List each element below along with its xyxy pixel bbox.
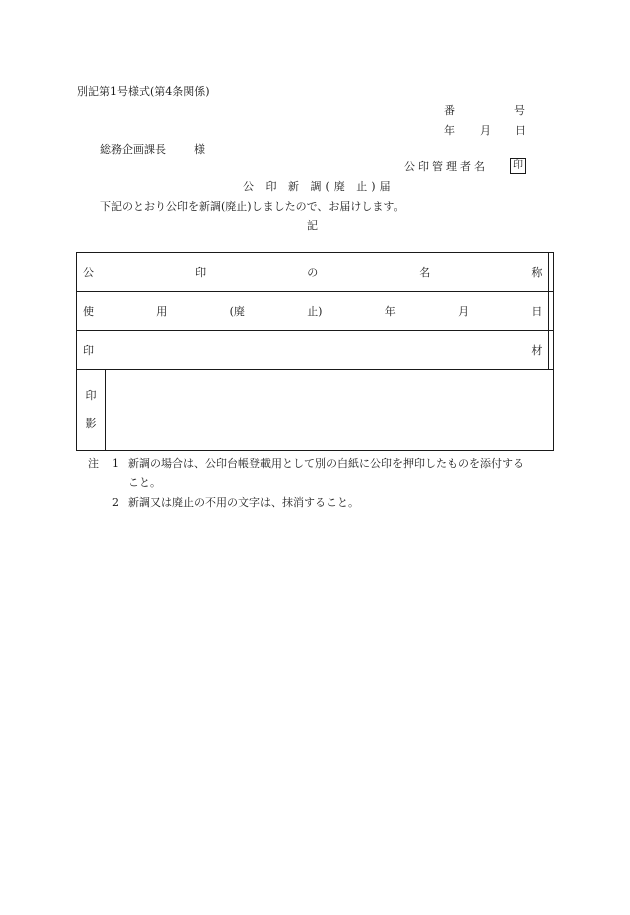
label-char: 用 (156, 305, 168, 318)
reference-number-label: 番 (444, 104, 455, 117)
seal-manager-name-label: 公印管理者名 (404, 160, 488, 173)
note-1-text: 新調の場合は、公印台帳登載用として別の白紙に公印を押印したものを添付する (128, 457, 524, 470)
date-day-label: 日 (515, 124, 526, 137)
note-2-text: 新調又は廃止の不用の文字は、抹消すること。 (128, 496, 359, 509)
label-char: 公 (83, 266, 94, 279)
label-char: 材 (531, 344, 543, 357)
document-title: 公 印 新 調(廃 止)届 (243, 180, 395, 193)
label-char: 影 (85, 417, 97, 430)
seal-mark-box: 印 (510, 158, 526, 174)
seal-name-field[interactable] (549, 253, 554, 292)
label-char: 印 (85, 389, 97, 402)
label-char: 印 (83, 344, 94, 357)
table-row-usage-date (77, 292, 554, 331)
date-month-label: 月 (480, 124, 491, 137)
date-year-label: 年 (444, 124, 455, 137)
label-char: 月 (458, 305, 470, 318)
label-char: 名 (419, 266, 431, 279)
seal-material-field[interactable] (549, 331, 554, 370)
form-number: 別記第1号様式(第4条関係) (77, 85, 210, 98)
reference-number-suffix: 号 (514, 104, 525, 117)
label-char: 止) (307, 305, 323, 318)
label-char: 印 (195, 266, 207, 279)
note-1-number: 1 (112, 457, 119, 470)
usage-date-field[interactable] (549, 292, 554, 331)
notes-heading: 注 (88, 457, 99, 470)
seal-name-label (77, 253, 549, 292)
seal-impression-field[interactable] (106, 370, 554, 451)
intro-text: 下記のとおり公印を新調(廃止)しましたので、お届けします。 (100, 200, 405, 213)
ki-heading: 記 (307, 219, 318, 232)
label-char: の (307, 266, 319, 279)
table-row-seal-name (77, 253, 554, 292)
seal-impression-label (77, 370, 106, 451)
seal-material-label (77, 331, 549, 370)
label-char: 称 (531, 266, 543, 279)
table-row-seal-material (77, 331, 554, 370)
seal-details-table (76, 252, 554, 451)
addressee-honorific: 様 (194, 143, 205, 156)
note-2-number: 2 (112, 496, 119, 509)
label-char: 年 (384, 305, 396, 318)
label-char: 使 (83, 305, 94, 318)
label-char: (廃 (229, 305, 245, 318)
label-char: 日 (531, 305, 543, 318)
note-1-continuation: こと。 (128, 476, 161, 489)
table-row-seal-impression (77, 370, 554, 451)
usage-date-label (77, 292, 549, 331)
addressee-title: 総務企画課長 (100, 143, 166, 156)
